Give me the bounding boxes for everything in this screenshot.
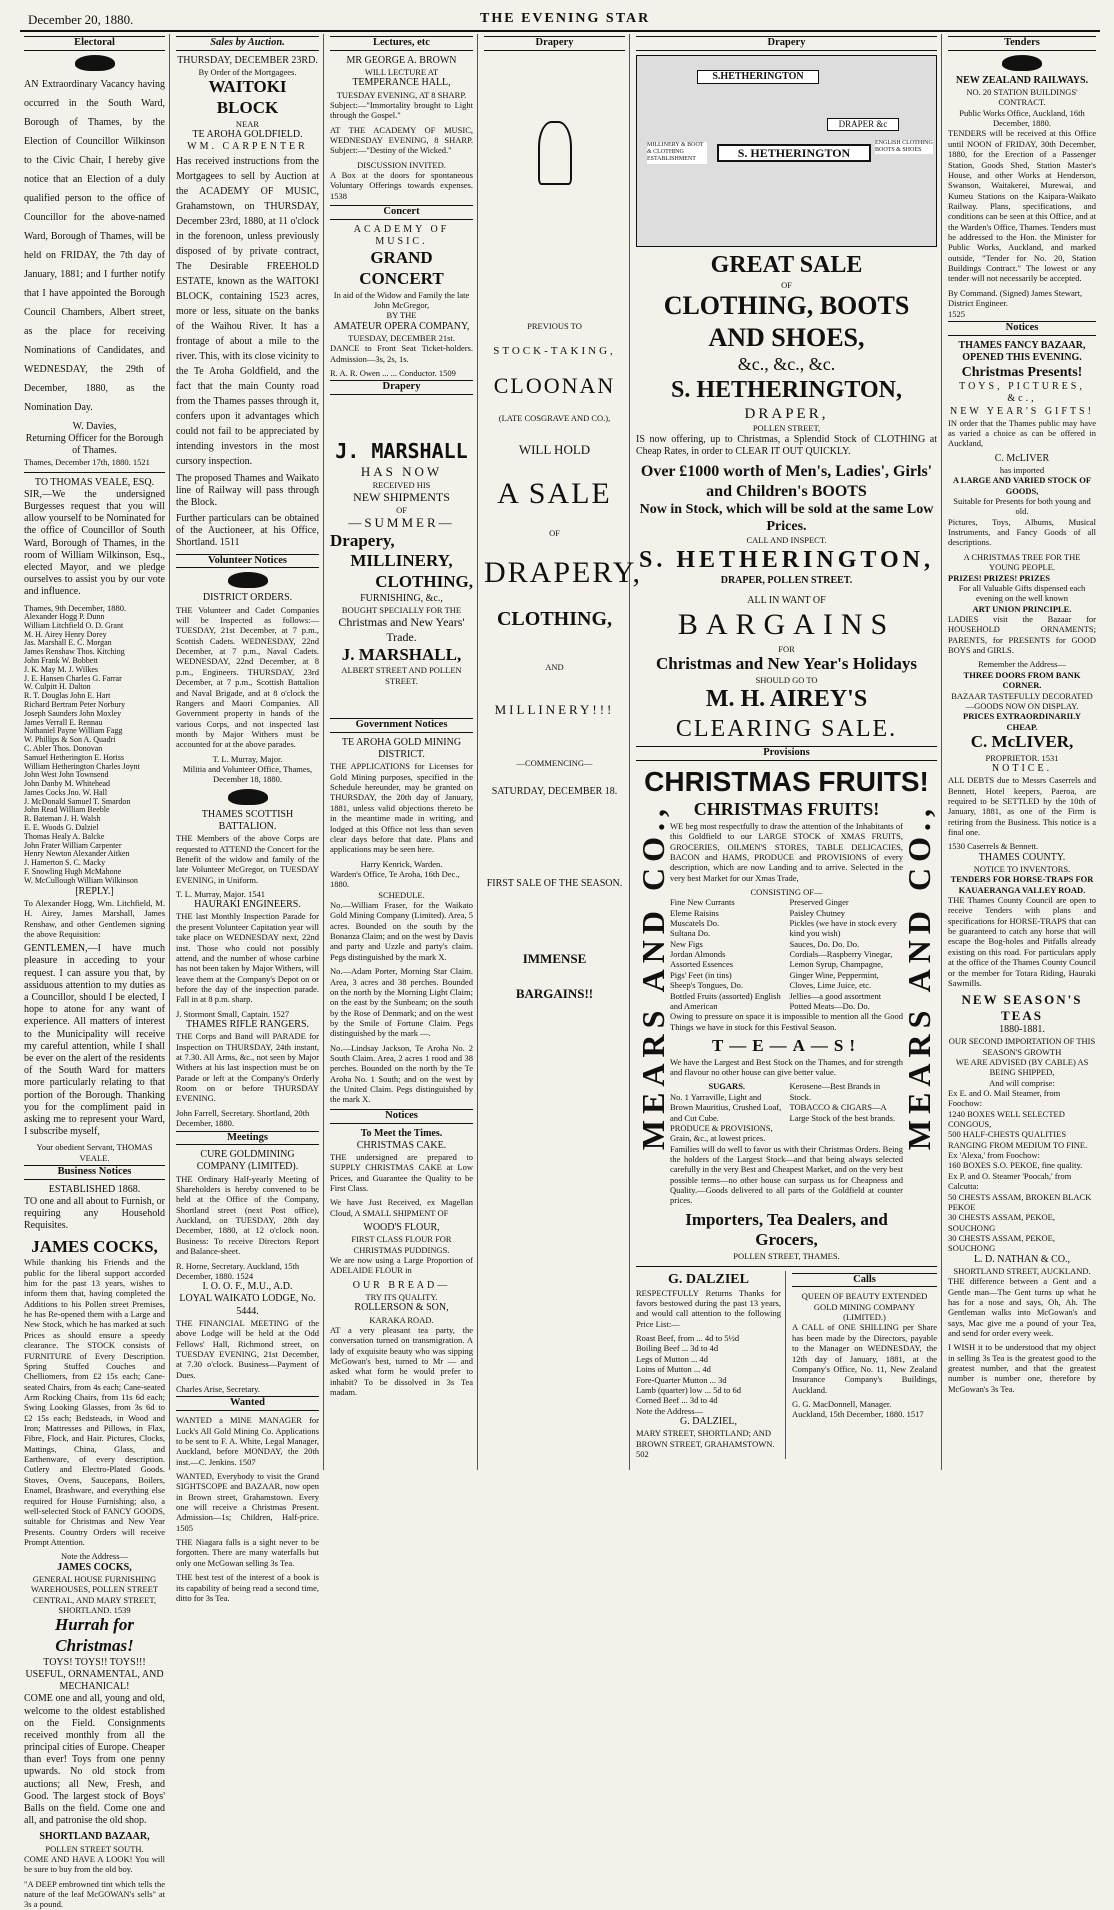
tobacco: TOBACCO & CIGARS—A Large Stock of the best brands. <box>789 1102 896 1123</box>
stock-taking: STOCK-TAKING, <box>493 345 616 358</box>
cocks-text: While thanking his Friends and the public for the liberal support accorded him for the past 13 years, wishes to inform them that, having completed the Additions to his Pollen street Premises, he has Re-opened them with a Large and New Stock, which he has marked at such Prices as should ensure a speedy clearance. The STOCK consists of FURNITURE of Every Description. Spring Stuffed Couches and Chelliomers, from £2 15s each; Cane-seated Chairs, from 4s each; Cane-seated Arm Rocking Chairs, from 11s 6d each; Swing Looking Glasses, from 3s 6d to £2 15s each; Bedsteads, in Wood and Iron; Mattresses and Pillows, in Flax, Fibre, Flock, and Hair. Pictures, Clocks, Mattings, China, Glass, and Earthenware, of every description. Cutlery and Electro-Plated Goods. Stoves, Ovens, Saucepans, Boilers, Enamel, Brashware, and everything else required for House Furnishing; also, a well-selected Stock of FANCY GOODS, suitable for Christmas and New Year Presents. Country Orders will receive Prompt Attention. <box>24 1257 165 1547</box>
bazaar-come: COME AND HAVE A LOOK! You will be sure to buy from the old boy. <box>24 1853 165 1875</box>
marshall-received: RECEIVED HIS <box>372 479 431 490</box>
lecture-academy: AT THE ACADEMY OF MUSIC, WEDNESDAY EVENING, 8 SHARP. Subject:—"Destiny of the Wicked." <box>330 124 473 156</box>
grand-concert: GRAND CONCERT <box>359 248 444 289</box>
rifle-text: THE Corps and Band will PARADE for Inspection on THURSDAY, 24th instant, at 7.30. All Arms, &c., not seen by Major Withers at his last inspection must be on Parade or left at the Company's Orderly Room on or before THURSDAY EVENING. <box>176 1031 319 1104</box>
christmas-presents: Christmas Presents! <box>961 365 1083 381</box>
wanted-manager: WANTED a MINE MANAGER for Luck's All Gold Mining Co. Applications to be sent to F. A. White, Legal Manager, Auckland, before MONDAY, the 20th inst.—C. Jenkins. 1507 <box>176 1415 319 1467</box>
concert-aid: In aid of the Widow and Family the late John McGregor, <box>333 289 470 311</box>
cocks-note: Note the Address— <box>60 1551 129 1562</box>
woods-flour: WOOD'S FLOUR, <box>363 1222 440 1234</box>
alexa: Ex 'Alexa,' from Foochow: <box>948 1150 1040 1161</box>
sale-drapery: DRAPERY, <box>484 555 643 589</box>
cure-heading: CURE GOLDMINING COMPANY (LIMITED). <box>196 1149 299 1173</box>
clothing-boots-shoes: CLOTHING, BOOTS AND SHOES, <box>663 291 910 353</box>
lecture-hall: TEMPERANCE HALL, <box>352 77 451 89</box>
opera-company: AMATEUR OPERA COMPANY, <box>333 320 470 332</box>
families-text: Families will do well to favor us with their Christmas Orders. Being the holders of the Largest Stock—and that being always selected carefully in the very Best and Cheapest Market, and on the very best possible terms—no other house can surpass us for Cheapness and Quality.—Goods delivered to all parts of the Goldfield at counter prices. <box>670 1143 903 1206</box>
section-drapery-5: Drapery <box>636 36 937 51</box>
should-go: SHOULD GO TO <box>755 674 818 685</box>
dalziel-address: MARY STREET, SHORTLAND; AND BROWN STREET, GRAHAMSTOWN. <box>636 1428 775 1449</box>
sale-clothing: CLOTHING, <box>496 608 613 631</box>
shopfront-illustration <box>636 55 937 247</box>
airey-name: M. H. AIREY'S <box>705 686 868 713</box>
three-doors: THREE DOORS FROM BANK CORNER. <box>963 669 1081 691</box>
teas-text: We have the Largest and Best Stock on the Thames, and for strength and flavour no other house can give better value. <box>670 1056 903 1078</box>
assam-3: 30 CHESTS ASSAM, PEKOE, SOUCHONG <box>948 1232 1055 1254</box>
second-importation: OUR SECOND IMPORTATION OF THIS SEASON'S GROWTH <box>948 1036 1096 1057</box>
rifle-signature: John Farrell, Secretary. Shortland, 20th December, 1880. <box>176 1107 310 1129</box>
half-chests: 500 HALF-CHESTS QUALITIES RANGING FROM MEDIUM TO FINE. <box>948 1129 1088 1150</box>
clearing-sale: CLEARING SALE. <box>675 715 898 742</box>
lecture-box: A Box at the doors for spontaneous Voluntary Offerings towards expenses. 1538 <box>330 170 473 201</box>
cocks-name: JAMES COCKS, <box>31 1236 158 1256</box>
will-comprise: And will comprise: <box>989 1077 1055 1088</box>
cake-text: THE undersigned are prepared to SUPPLY CHRISTMAS CAKE at Low Prices, and Guarantee the Quality to be First Class. <box>330 1152 473 1194</box>
veale-heading: TO THOMAS VEALE, ESQ. <box>34 476 155 488</box>
bargains-for: FOR <box>778 643 795 654</box>
section-calls: Calls <box>792 1273 937 1288</box>
issue-date: December 20, 1880. <box>28 12 134 27</box>
nz-railways: NEW ZEALAND RAILWAYS. <box>955 74 1089 86</box>
dalziel-name: G. DALZIEL <box>668 1271 749 1287</box>
assam-1: 50 CHESTS ASSAM, BROKEN BLACK PEKOE <box>948 1191 1092 1212</box>
dalziel-note: Note the Address— <box>636 1405 704 1416</box>
fancy-bazaar: THAMES FANCY BAZAAR, OPENED THIS EVENING. <box>958 339 1086 363</box>
column-5 <box>632 34 942 1470</box>
kerosene: Kerosene—Best Brands in Stock. <box>789 1081 881 1102</box>
hetherington-offer: IS now offering, up to Christmas, a Splendid Stock of CLOTHING at Cheap Rates, in order to CLEAR IT OUT QUICKLY. <box>636 433 937 457</box>
new-season-teas: NEW SEASON'S TEAS <box>961 992 1083 1024</box>
ladies-visit: LADIES visit the Bazaar for HOUSEHOLD ORNAMENTS; PARENTS, for PRESENTS for GOOD BOYS and GIRLS. <box>948 614 1096 656</box>
now-in-stock: Now in Stock, which will be sold at the same Low Prices. <box>639 502 934 535</box>
call-inspect: CALL AND INSPECT. <box>746 535 827 546</box>
district-date: Militia and Volunteer Office, Thames, December 18, 1880. <box>182 764 313 785</box>
section-meetings: Meetings <box>176 1131 319 1146</box>
reply-addressees: To Alexander Hogg, Wm. Litchfield, M. H. Airey, James Marshall, James Renshaw, and other Gentlemen signing the above Requisition: <box>24 897 165 939</box>
in-order: IN order that the Thames public may have as varied a choice as can be offered in Auckland, <box>948 417 1096 449</box>
commencing: —COMMENCING— <box>516 757 593 768</box>
notice-inventors: NOTICE TO INVENTORS. <box>973 863 1071 874</box>
lodge-heading: LOYAL WAIKATO LODGE, No. 5444. <box>179 1293 316 1317</box>
schedule-1: No.—William Fraser, for the Waikato Gold Mining Company (Limited). Area, 5 acres. Bounded on the south by the Bonanza Claim; and on the west by Davis and party and Uzzle and party's claim. Pegs distinguished by the mark X. <box>330 900 473 962</box>
hetherington-street: POLLEN STREET, <box>752 423 821 434</box>
marshall-clothing: CLOTHING, <box>375 572 473 592</box>
nathan-address: SHORTLAND STREET, AUCKLAND. <box>953 1265 1091 1276</box>
space-note: Owing to pressure on space it is impossible to mention all the Good Things we have in stock for this Festival Season. <box>670 1011 903 1032</box>
bazaar-decorated: BAZAAR TASTEFULLY DECORATED—GOODS NOW ON DISPLAY. <box>951 690 1093 711</box>
section-auction: Sales by Auction. <box>176 36 319 51</box>
gov-heading: TE AROHA GOLD MINING DISTRICT. <box>341 736 462 761</box>
mcgowan-ad: "A DEEP embrowned tint which tells the nature of the leaf McGOWAN's sells" at 3s a pound. <box>24 1878 165 1910</box>
sale-and: AND <box>545 661 564 672</box>
suitable: Suitable for Presents for both young and old. <box>953 496 1091 517</box>
mail-steamer: Ex E. and O. Mail Steamer, from Foochow: <box>948 1087 1061 1109</box>
hetherington-name-2: S. HETHERINGTON, <box>639 546 934 573</box>
section-business: Business Notices <box>24 1165 165 1180</box>
marshall-furnishing: FURNISHING, &c., <box>360 592 443 604</box>
reply-text: GENTLEMEN,—I have much pleasure in acceding to your request. I can assure you that, by assiduous attention to my duties as a Councillor, should I be elected, I hope to atone for any want of experience. All matters of interest to the Municipality will receive my careful attention, while I shall be ever on the alert of the residents of the South Ward for matters more particularly relating to that portion of the Borough. Thanking you for the compliment paid in asking me to represent your Ward, I subscribe myself, <box>24 943 165 1138</box>
column-6 <box>944 34 1100 1470</box>
carpenter-name: WM. CARPENTER <box>187 141 308 153</box>
concert-conductor: R. A. R. Owen ... ... Conductor. 1509 <box>330 368 456 379</box>
section-notices-6: Notices <box>948 321 1096 336</box>
wanted-everybody: WANTED, Everybody to visit the Grand SIGHTSCOPE and BAZAAR, now open in Brown street, Grahamstown. Every one will receive a Christmas Present. Admission—1s; Children, Half-price. 1505 <box>176 1470 319 1533</box>
veale-date: Thames, 9th December, 1880. <box>24 602 127 613</box>
auction-order: By Order of the Mortgagees. <box>198 66 297 77</box>
section-concert: Concert <box>330 205 473 220</box>
near-label: NEAR <box>235 118 260 129</box>
sugars-text: No. 1 Yarraville, Light and Brown Mauritius, Crushed Loaf, and Cut Cube. <box>670 1091 782 1123</box>
poocah: Ex P. and O. Steamer 'Poocah,' from Calcutta: <box>948 1170 1072 1192</box>
immense: IMMENSE <box>522 950 587 966</box>
te-aroha-goldfield: TE AROHA GOLDFIELD. <box>192 129 303 141</box>
dalziel-number: 502 <box>636 1448 649 1459</box>
masthead <box>20 8 1100 32</box>
carpenter-rail: The proposed Thames and Waikato line of Railway will pass through the Block. <box>176 472 319 508</box>
season-years: 1880-1881. <box>999 1023 1045 1035</box>
shop-boots-sign: ENGLISH CLOTHING BOOTS & SHOES <box>875 139 933 154</box>
shop-main-sign: S. HETHERINGTON <box>717 144 871 163</box>
marshall-shipments: NEW SHIPMENTS <box>353 489 450 504</box>
marshall-of: OF <box>396 504 407 515</box>
mears-left: MEARS AND CO., <box>635 802 671 1150</box>
lecture-when: TUESDAY EVENING, AT 8 SHARP. <box>336 89 467 100</box>
assam-2: 30 CHESTS ASSAM, PEKOE, SOUCHONG <box>948 1212 1055 1233</box>
items-right: Preserved Ginger Paisley Chutney Pickles (we have in stock every kind you wish) Sauces, Do. Do. Do. Cordials—Raspberry Vinegar, Lemon Syrup, Champagne, Ginger Wine, Peppermint, Cloves, Lime Juice, etc. Jellies—a good assortment Potted Meats—Do. Do. <box>789 897 897 1011</box>
notice-text: ALL DEBTS due to Messrs Caserrels and Bennett, Hotel keepers, Paeroa, are required to be SETTLED by the 10th of January, 1881, as one of the Firm is retiring from the Business. This notice is a final one. <box>948 775 1096 838</box>
marshall-address: ALBERT STREET AND POLLEN STREET. <box>341 665 462 686</box>
dalziel-text: RESPECTFULLY Returns Thanks for favors bestowed during the past 13 years, and would call attention to the following Price List:— <box>636 1287 781 1329</box>
previous-to: PREVIOUS TO <box>527 320 582 331</box>
cure-text: THE Ordinary Half-yearly Meeting of Shareholders is hereby convened to be held at the Office of the Company, Shortland street (next Post office), Auckland, on TUESDAY, 28th day December, 1880, at 12 o'clock noon. Business: To receive Directors Report and Balance-sheet. <box>176 1173 319 1257</box>
election-date: Thames, December 17th, 1880. 1521 <box>24 457 150 468</box>
veale-requisition: SIR,—We the undersigned Burgesses request that you will allow yourself to be Nominated for the office of Councillor of South Ward, Borough of Thames, in the room of William Wilkinson, Esq., elected Mayor, and we pledge ourselves to assist you by our vote and influence. <box>24 488 165 598</box>
prizes: PRIZES! PRIZES! PRIZES <box>948 572 1051 583</box>
concert-date: TUESDAY, DECEMBER 21st. <box>348 333 455 344</box>
sale-saturday: SATURDAY, DECEMBER 18. <box>491 786 618 798</box>
toys-pictures: TOYS, PICTURES, &c., <box>959 381 1085 405</box>
a-sale: A SALE <box>497 476 612 510</box>
christmas-tree: A CHRISTMAS TREE FOR THE YOUNG PEOPLE. <box>963 551 1081 573</box>
our-bread: OUR BREAD— <box>352 1279 451 1291</box>
produce: PRODUCE & PROVISIONS, Grain, &c., at lowest prices. <box>670 1122 773 1144</box>
thames-county: THAMES COUNTY. <box>978 851 1066 863</box>
tender-by: By Command. (Signed) James Stewart, District Engineer. <box>948 287 1083 309</box>
hetherington-name: S. HETHERINGTON, <box>671 376 902 403</box>
marshall-xmas: Christmas and New Years' Trade. <box>338 615 465 645</box>
remember-address: Remember the Address— <box>978 659 1066 670</box>
cocks-address: GENERAL HOUSE FURNISHING WAREHOUSES, POLLEN STREET CENTRAL, AND MARY STREET, SHORTLAND. 1539 <box>30 1573 159 1615</box>
reply-label: [REPLY.] <box>75 885 114 897</box>
congous: 1240 BOXES WELL SELECTED CONGOUS, <box>948 1108 1065 1130</box>
district-text: THE Volunteer and Cadet Companies will be Inspected as follows:— TUESDAY, 21st December, at 7 p.m., Scottish Cadets. WEDNESDAY, 22nd December, at 7 p.m., Naval Cadets. WEDNESDAY, 22nd December, at 8 p.m., Engineers. THURSDAY, 23rd December, at 7 p.m., Scottish Battalion and Naval Brigade, and at 8 o'clock the Rangers and Maori Companies. All Government property in hands of the various Corps, and not inspected last month by Major Withers must be accounted for at the above parades. <box>176 604 319 750</box>
importers: Importers, Tea Dealers, and Grocers, <box>685 1209 888 1250</box>
pollen-thames: POLLEN STREET, THAMES. <box>733 1251 840 1262</box>
ioof-heading: I. O. O. F., M.U., A.D. <box>202 1281 293 1293</box>
scottish-heading: THAMES SCOTTISH BATTALION. <box>201 808 294 832</box>
mears-right: MEARS AND CO., <box>900 802 937 1150</box>
pointing-hand-icon <box>538 121 572 185</box>
station-contract: NO. 20 STATION BUILDINGS' CONTRACT. <box>966 86 1078 108</box>
queen-heading: QUEEN OF BEAUTY EXTENDED GOLD MINING COMPANY (LIMITED.) <box>801 1291 928 1323</box>
newspaper-title: THE EVENING STAR <box>480 11 651 26</box>
tender-text: TENDERS will be received at this Office until NOON of FRIDAY, 30th December, 1880, for the Erection of a Passenger Station, Goods Shed, Station Master's House, and other Works at Henderson, Swanson, Waitakerei, Murewai, and Kumeu Stations on the Kaipara-Waikato Railway. Plans, specifications, and conditions can be seen at this Office, and at the Warden's Office, Thames. Tenders must be addressed to the Hon. the Minister for Public Works, Auckland, and marked outside, "Tender for No. 20, Station Buildings Contract." The lowest or any tender will not necessarily be accepted. <box>948 128 1096 284</box>
queen-text: A CALL of ONE SHILLING per Share has been made by the Directors, payable to the Manager on WEDNESDAY, the 12th day of January, 1881, at the Company's Office, No. 11, New Zealand Insurance Company's Buildings, Auckland. <box>792 1322 937 1395</box>
will-hold: WILL HOLD <box>518 441 591 457</box>
crown-icon <box>228 572 268 588</box>
scottish-text: THE Members of the above Corps are requested to ATTEND the Concert for the Benefit of the widow and family of the late Volunteer McGregor, on TUESDAY EVENING, in Uniform. <box>176 833 319 885</box>
proprietor: PROPRIETOR. 1531 <box>985 752 1059 763</box>
first-sale: FIRST SALE OF THE SEASON. <box>486 878 623 890</box>
meet-times: To Meet the Times. <box>360 1127 443 1139</box>
teas-heading: T—E—A—S! <box>711 1035 862 1055</box>
dalziel-name-2: G. DALZIEL, <box>680 1415 737 1427</box>
waitoki-block: WAITOKI BLOCK <box>208 77 287 118</box>
horse-traps: TENDERS FOR HORSE-TRAPS FOR KAUAERANGA VALLEY ROAD. <box>950 874 1094 895</box>
lecturer-name: MR GEORGE A. BROWN <box>346 54 457 66</box>
over-1000: Over £1000 worth of Men's, Ladies', Girls' and Children's BOOTS <box>640 463 933 500</box>
lodge-signature: Charles Arise, Secretary. <box>176 1383 260 1394</box>
tender-number: 1525 <box>948 308 965 319</box>
niagara-ad: THE Niagara falls is a sight never to be forgotten. There are many waterfalls but only one McGowan selling 3s Tea. <box>176 1537 319 1568</box>
sugars: SUGARS. <box>708 1081 746 1092</box>
try-quality: TRY ITS QUALITY. <box>365 1291 438 1302</box>
marshall-summer: —SUMMER— <box>348 514 455 530</box>
shortland-bazaar: SHORTLAND BAZAAR, <box>39 1831 150 1843</box>
marshall-name-2: J. MARSHALL, <box>341 644 462 664</box>
section-volunteer: Volunteer Notices <box>176 554 319 569</box>
cure-signature: R. Horne, Secretary. Auckland, 15th December, 1880. 1524 <box>176 1260 300 1281</box>
sale-millinery: MILLINERY!!! <box>494 701 615 717</box>
gov-signature: Harry Kenrick, Warden. <box>360 858 443 869</box>
hurrah-heading: Hurrah for Christmas! <box>55 1615 134 1656</box>
first-class: FIRST CLASS FLOUR FOR CHRISTMAS PUDDINGS. <box>351 1234 452 1255</box>
notice-heading: NOTICE. <box>991 763 1053 775</box>
district-signature: T. L. Murray, Major. <box>212 753 283 764</box>
public-works-office: Public Works Office, Auckland, 16th December, 1880. <box>959 107 1085 129</box>
section-drapery-3: Drapery <box>330 380 473 395</box>
thistle-icon <box>228 789 268 805</box>
great-of: OF <box>781 280 792 291</box>
carpenter-further: Further particulars can be obtained of the Auctioneer, at his Office, Shortland. 1511 <box>176 513 319 549</box>
hetherington-draper: DRAPER, <box>744 406 829 423</box>
column-3 <box>326 34 478 1470</box>
section-wanted: Wanted <box>176 1396 319 1411</box>
prices-cheap: PRICES EXTRAORDINARILY CHEAP. <box>963 711 1081 732</box>
large-stock: A LARGE AND VARIED STOCK OF GOODS, <box>952 475 1092 496</box>
items-left: Fine New Currants Eleme Raisins Muscatels Do. Sultana Do. New Figs Jordan Almonds Assorted Essences Pigs' Feet (in tins) Sheep's Tongues, Do. Bottled Fruits (assorted) English and American <box>670 897 781 1011</box>
pictures-toys: Pictures, Toys, Albums, Musical Instruments, and Fancy Goods of all descriptions. <box>948 516 1096 548</box>
section-tenders: Tenders <box>948 36 1096 51</box>
academy-heading: ACADEMY OF MUSIC. <box>353 223 450 248</box>
section-provisions: Provisions <box>636 746 937 761</box>
scottish-signature: T. L. Murray, Major. 1541 <box>176 888 265 899</box>
art-union: ART UNION PRINCIPLE. <box>972 603 1072 614</box>
returning-officer-name: W. Davies, <box>72 420 117 432</box>
hauraki-text: THE last Monthly Inspection Parade for the present Volunteer Capitation year will take place on WEDNESDAY next, 22nd inst. Those who could not possibly attend, and the number of whose carbine has not been taken by Major Withers, will leave them at the Company's Depot on or before the day of the inspection parade. Fall in at 8 p.m. sharp. <box>176 911 319 1005</box>
shop-draper-sign: DRAPER &c <box>827 118 899 131</box>
concert-by: BY THE <box>386 310 417 321</box>
shop-top-sign: S.HETHERINGTON <box>697 70 819 84</box>
schedule-2: No.—Adam Porter, Morning Star Claim. Area, 3 acres and 38 perches. Bounded on the north by the Morning Light Claim; on the east by the Sunbeam; on the south by the Rose of Denmark; and on the west by the Smile of Fortune Claim. Pegs distinguished by the mark —. <box>330 966 473 1039</box>
queen-signature: G. G. MacDonnell, Manager. <box>792 1398 892 1409</box>
consisting: CONSISTING OF— <box>750 886 823 897</box>
adelaide-flour: We are now using a Large Proportion of ADELAIDE FLOUR in <box>330 1255 473 1276</box>
election-notice: AN Extraordinary Vacancy having occurred in the South Ward, Borough of Thames, by the Election of Councillor Wilkinson to the Civic Chair, I hereby give notice that an Election of a duly qualified person to the office of Councillor for the above-named Ward, Borough of Thames, will be held on FRIDAY, the 7th day of January, 1881; and I further notify that I have appointed the Borough Council Chambers, Albert street, as the place for receiving Nominations of Candidates, and WEDNESDAY, the 29th of December, 1880, as the Nomination Day. <box>24 78 165 413</box>
marshall-name: J. MARSHALL <box>335 439 468 464</box>
bazaar-text: COME one and all, young and old, welcome to the oldest established on the Field. Consignments received monthly from all the principal cities of Europe. Cheaper than ever! Toys from one penny upwards. No old stock from auctions; all New, Fresh, and Good. The largest stock of Boys' Balls on the field. Come one and all, and patronise the old shop. <box>24 1693 165 1827</box>
dalziel-prices: Roast Beef, from ... 4d to 5½d Boiling Beef ... 3d to 4d Legs of Mutton ... 4d Loins of Mutton ... 4d Fore-Quarter Mutton ... 3d Lamb (quarter) low ... 5d to 6d Corned Beef ... 3d to 4d <box>636 1333 742 1406</box>
has-imported: has imported <box>999 464 1045 475</box>
karaka-road: KARAKA ROAD. <box>369 1314 434 1325</box>
christmas-fruits-2: CHRISTMAS FRUITS! <box>693 798 880 819</box>
notice-signature: 1530 Caserrels & Bennett. <box>948 841 1039 852</box>
column-1 <box>20 34 170 1910</box>
returning-officer-role: Returning Officer for the Borough of Thames. <box>25 432 164 457</box>
column-2 <box>172 34 324 1603</box>
marshall-drapery: Drapery, <box>330 530 395 550</box>
cake-received: We have Just Received, ex Magellan Cloud, A SMALL SHIPMENT OF <box>330 1197 473 1218</box>
hauraki-heading: HAURAKI ENGINEERS. <box>194 899 301 911</box>
royal-arms-icon <box>75 55 115 71</box>
rifle-heading: THAMES RIFLE RANGERS. <box>185 1019 310 1031</box>
cloonan-late: (LATE COSGRAVE AND CO.), <box>498 413 611 424</box>
section-drapery-4: Drapery <box>484 36 625 51</box>
carpenter-text: Has received instructions from the Mortgagees to sell by Auction at the ACADEMY OF MUSIC, Grahamstown, on THURSDAY, December 23rd, 1880, at 11 o'clock in the forenoon, unless previously disposed of by private contract, The Desirable FREEHOLD ESTATE, known as the WAITOKI BLOCK, containing 1523 acres, more or less, situate on the banks of the Waihou River. It has a frontage of about a mile to the river. This, with its close vicinity to the Te Aroha Goldfield, and the fact that the main County road from the Thames passes through it, confers upon it advantages which could not fail to be appreciated by intending investors in the most cursory inspection. <box>176 155 319 467</box>
marshall-bought: BOUGHT SPECIALLY FOR THE <box>341 605 462 616</box>
marshall-millinery: MILLINERY, <box>350 551 453 571</box>
new-years-gifts: NEW YEAR'S GIFTS! <box>950 405 1094 417</box>
holidays: Christmas and New Year's Holidays <box>656 654 917 674</box>
district-orders: DISTRICT ORDERS. <box>202 592 293 604</box>
marshall-has-now: HAS NOW <box>360 463 443 479</box>
horse-text: THE Thames County Council are open to receive Tenders with plans and specifications for HORSE-TRAPS that can be guaranteed to catch any horse that will escape the Bog-holes and Pitfalls already existing on this road. For particulars apply at the office of the Thames County Council or the member for Totara Riding, Hauraki Sawmills. <box>948 895 1096 988</box>
mcliver-name: C. McLIVER <box>994 452 1050 464</box>
section-notices-3: Notices <box>330 1109 473 1124</box>
tea-party-ad: AT a very pleasant tea party, the conversation turned on transmigration. A lady of exquisite beauty who was sipping McGowan's best, turned to Mr — and asked what form he would prefer to inhabit? To be dissolved in 3s Tea madam. <box>330 1324 473 1398</box>
toys-heading: TOYS! TOYS!! TOYS!!! <box>43 1656 146 1668</box>
shop-millinery-sign: MILLINERY & BOOT & CLOTHING ESTABLISHMENT <box>647 142 707 164</box>
christmas-fruits-1: CHRISTMAS FRUITS! <box>644 765 929 797</box>
useful-heading: USEFUL, ORNAMENTAL, AND MECHANICAL! <box>25 1668 164 1693</box>
section-lectures: Lectures, etc <box>330 36 473 51</box>
rollerson: ROLLERSON & SON, <box>354 1302 449 1314</box>
cocks-intro: TO one and all about to Furnish, or requiring any Household Requisites. <box>24 1195 165 1232</box>
concert-dance: DANCE to Front Seat Ticket-holders. Admission—3s, 2s, 1s. <box>330 343 473 364</box>
gov-office: Warden's Office, Te Aroha, 16th Dec., 1880. <box>330 868 460 890</box>
cloonan: CLOONAN <box>493 372 616 398</box>
fruits-text: WE beg most respectfully to draw the attention of the Inhabitants of this Goldfield to our LARGE STOCK of XMAS FRUITS, GROCERIES, OILMEN'S STORES, TABLE DELICACIES, BACON and HAMS, PRODUCE and PROVISIONS of every description, which are now Landing and to arrive. Selected in the very best Market for our Xmas Trade, <box>670 820 903 883</box>
best-test-ad: THE best test of the interest of a book is its capability of being read a second time, ditto for 3s Tea. <box>176 1572 319 1603</box>
etc-line: &c., &c., &c. <box>737 353 836 374</box>
queen-date: Auckland, 15th December, 1880. 1517 <box>792 1409 924 1420</box>
bargains: BARGAINS!! <box>515 986 594 1002</box>
nathan-name: L. D. NATHAN & CO., <box>973 1253 1071 1265</box>
pekoe: 160 BOXES S.O. PEKOE, fine quality. <box>948 1160 1083 1171</box>
hauraki-signature: J. Stormont Small, Captain. 1527 <box>176 1008 290 1019</box>
lecture-will: WILL LECTURE AT <box>364 66 439 77</box>
section-electoral: Electoral <box>24 36 165 51</box>
schedule-3: No.—Lindsay Jackson, Te Aroha No. 2 South Claim. Area, 2 acres 1 rood and 38 perches. Bounded on the north by the Te Aroha No. 1 South; and on the west by the United Claim. Pegs distinguished by the mark X. <box>330 1042 473 1105</box>
mcliver-name-2: C. McLIVER, <box>970 731 1074 751</box>
advised: WE ARE ADVISED (BY CABLE) AS BEING SHIPPED, <box>955 1056 1089 1078</box>
bazaar-address: POLLEN STREET SOUTH. <box>45 1843 144 1854</box>
schedule-heading: SCHEDULE. <box>378 889 425 900</box>
christmas-cake: CHRISTMAS CAKE. <box>356 1139 447 1151</box>
gov-text: THE APPLICATIONS for Licenses for Gold Mining purposes, specified in the Schedule hereunder, may be granted on THURSDAY, the 20th day of January, 1881, unless valid objections thereto be in the meantime made in writing, and lodged at this Office not less than seven clear days before that date. Plans and applications may be seen here. <box>330 761 473 855</box>
royal-arms-icon-2 <box>1002 55 1042 71</box>
great-sale: GREAT SALE <box>710 251 863 278</box>
bargains-heading: BARGAINS <box>677 608 896 642</box>
wish-ad: I WISH it to be understood that my object in selling 3s Tea is the greatest good to the greatest number, and that the greatest number is number one, therefore by McGowan's 3s Tea. <box>948 1342 1096 1394</box>
lecture-subject: Subject:—"Immortality brought to Light through the Gospel." <box>330 99 473 121</box>
valuable-gifts: For all Valuable Gifts dispensed each evening on the well known <box>958 582 1086 604</box>
lodge-text: THE FINANCIAL MEETING of the above Lodge will be held at the Odd Fellows' Hall, Richmond street, on TUESDAY EVENING, 21st December, at 7.30 o'clock. Business—Payment of Dues. <box>176 1317 319 1380</box>
hetherington-address: DRAPER, POLLEN STREET. <box>720 574 853 586</box>
cocks-name-2: JAMES COCKS, <box>57 1561 132 1573</box>
discussion: DISCUSSION INVITED. <box>357 159 446 170</box>
sale-of: OF <box>549 528 560 539</box>
difference-ad: THE difference between a Gent and a Gentle man—The Gent turns up what he has for a nose and says, Oh, Ah. The Gentleman walks into McGowan's and says, Mac give me a pound of your Tea, and send for order every week. <box>948 1276 1096 1339</box>
all-in-want: ALL IN WANT OF <box>747 595 826 607</box>
established: ESTABLISHED 1868. <box>48 1183 141 1195</box>
signatories-list: Alexander Hogg P. Dunn William Litchfield O. D. Grant M. H. Airey Henry Dorey Jas. Marshall E. C. Morgan James Renshaw Thos. Kitching John Frank W. Bobbett J. K. May M. J. Wilkes J. E. Hansen Charles G. Farrar W. Culpitt H. Dalton R. T. Douglas John E. Hart Richard Bertram Peter Norbury Joseph Saunders John Moxley James Verrall E. Rennau Nathaniel Payne William Fagg W. Phillips & Son A. Quadri C. Abler Thos. Donovan Samuel Hetherington E. Horiss William Hetherington Charles Joynt John West John Townsend John Danby M. Whitehead James Cocks Jno. W. Hall J. McDonald Samuel T. Smardon John Read William Beeble R. Bateman J. H. Walsh E. E. Woods G. Dalziel Thomas Healy A. Balcke John Frater William Carpenter Henry Newton Alexander Aitken J. Hamerton S. C. Macky F. Snowling Hugh McMahone W. McCullough William Wilkinson <box>24 611 140 885</box>
auction-date: THURSDAY, DECEMBER 23RD. <box>177 54 318 66</box>
section-government: Government Notices <box>330 718 473 733</box>
reply-signature: Your obedient Servant, THOMAS VEALE. <box>36 1142 153 1163</box>
